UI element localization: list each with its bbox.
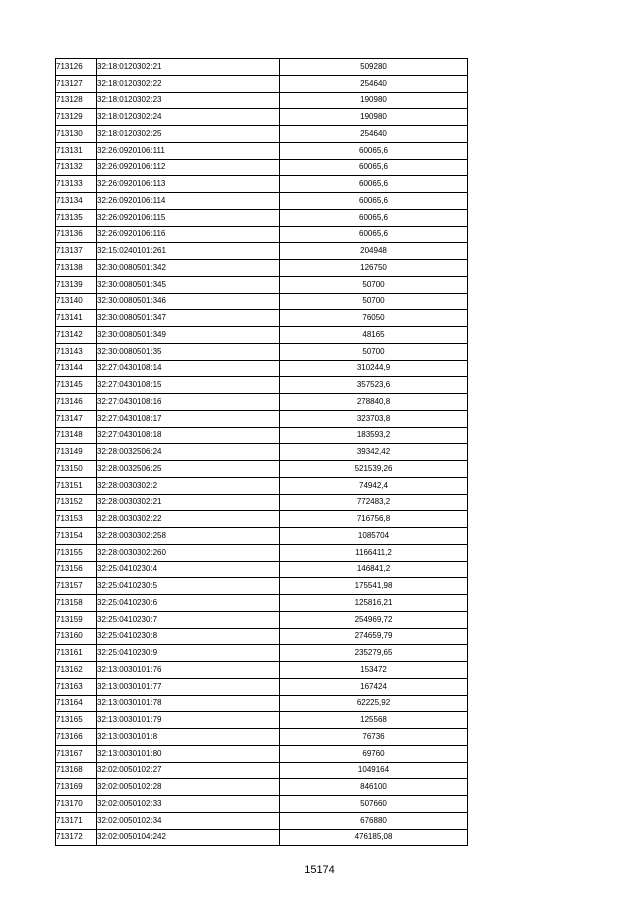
table-row	[56, 779, 468, 796]
row-id-cell: 713134	[56, 193, 97, 210]
cadastral-value-cell: 39342,42	[280, 444, 468, 461]
row-id-cell: 713150	[56, 461, 97, 478]
cadastral-value-cell: 254640	[280, 126, 468, 143]
cadastral-number-cell: 32:27:0430108:17	[97, 410, 280, 427]
row-id-cell: 713126	[56, 59, 97, 76]
cadastral-number-cell: 32:13:0030101:79	[97, 712, 280, 729]
cadastral-value-cell: 716756,8	[280, 511, 468, 528]
table-row	[56, 762, 468, 779]
page-number: 15174	[304, 864, 335, 876]
table-row	[56, 109, 468, 126]
cadastral-number-cell: 32:02:0050102:27	[97, 762, 280, 779]
row-id-cell: 713168	[56, 762, 97, 779]
table-row	[56, 729, 468, 746]
table-row	[56, 377, 468, 394]
cadastral-value-cell: 476185,08	[280, 829, 468, 846]
table-row	[56, 394, 468, 411]
cadastral-value-cell: 60065,6	[280, 226, 468, 243]
row-id-cell: 713158	[56, 595, 97, 612]
row-id-cell: 713170	[56, 796, 97, 813]
row-id-cell: 713145	[56, 377, 97, 394]
table-row	[56, 410, 468, 427]
table-row	[56, 276, 468, 293]
cadastral-value-cell: 274659,79	[280, 628, 468, 645]
cadastral-number-cell: 32:30:0080501:349	[97, 327, 280, 344]
cadastral-value-cell: 204948	[280, 243, 468, 260]
cadastral-number-cell: 32:30:0080501:345	[97, 276, 280, 293]
table-row	[56, 796, 468, 813]
cadastral-number-cell: 32:28:0032506:25	[97, 461, 280, 478]
row-id-cell: 713133	[56, 176, 97, 193]
cadastral-value-cell: 60065,6	[280, 142, 468, 159]
row-id-cell: 713163	[56, 678, 97, 695]
cadastral-number-cell: 32:28:0030302:22	[97, 511, 280, 528]
cadastral-number-cell: 32:02:0050102:28	[97, 779, 280, 796]
table-row	[56, 142, 468, 159]
table-row	[56, 159, 468, 176]
cadastral-number-cell: 32:02:0050102:34	[97, 812, 280, 829]
cadastral-value-cell: 676880	[280, 812, 468, 829]
cadastral-value-table	[55, 58, 468, 846]
row-id-cell: 713128	[56, 92, 97, 109]
table-row	[56, 544, 468, 561]
cadastral-value-cell: 60065,6	[280, 209, 468, 226]
cadastral-value-cell: 235279,65	[280, 645, 468, 662]
row-id-cell: 713152	[56, 494, 97, 511]
cadastral-value-cell: 183593,2	[280, 427, 468, 444]
cadastral-value-cell: 357523,6	[280, 377, 468, 394]
table-row	[56, 528, 468, 545]
cadastral-number-cell: 32:28:0030302:258	[97, 528, 280, 545]
cadastral-value-cell: 846100	[280, 779, 468, 796]
cadastral-number-cell: 32:18:0120302:25	[97, 126, 280, 143]
row-id-cell: 713143	[56, 343, 97, 360]
cadastral-number-cell: 32:28:0030302:21	[97, 494, 280, 511]
row-id-cell: 713127	[56, 75, 97, 92]
row-id-cell: 713161	[56, 645, 97, 662]
table-row	[56, 75, 468, 92]
cadastral-value-cell: 146841,2	[280, 561, 468, 578]
row-id-cell: 713155	[56, 544, 97, 561]
row-id-cell: 713144	[56, 360, 97, 377]
cadastral-number-cell: 32:02:0050104:242	[97, 829, 280, 846]
table-row	[56, 812, 468, 829]
table-row	[56, 461, 468, 478]
row-id-cell: 713159	[56, 611, 97, 628]
cadastral-value-cell: 60065,6	[280, 193, 468, 210]
cadastral-value-cell: 175541,98	[280, 578, 468, 595]
cadastral-value-cell: 310244,9	[280, 360, 468, 377]
row-id-cell: 713162	[56, 662, 97, 679]
table-row	[56, 59, 468, 76]
cadastral-value-cell: 60065,6	[280, 176, 468, 193]
cadastral-value-cell: 62225,92	[280, 695, 468, 712]
table-row	[56, 427, 468, 444]
table-row	[56, 327, 468, 344]
cadastral-number-cell: 32:27:0430108:16	[97, 394, 280, 411]
cadastral-value-cell: 74942,4	[280, 477, 468, 494]
table-row	[56, 829, 468, 846]
cadastral-number-cell: 32:26:0920106:112	[97, 159, 280, 176]
cadastral-number-cell: 32:26:0920106:113	[97, 176, 280, 193]
cadastral-value-cell: 125816,21	[280, 595, 468, 612]
table-row	[56, 645, 468, 662]
cadastral-number-cell: 32:13:0030101:78	[97, 695, 280, 712]
table-row	[56, 611, 468, 628]
cadastral-value-cell: 126750	[280, 260, 468, 277]
cadastral-number-cell: 32:13:0030101:77	[97, 678, 280, 695]
cadastral-number-cell: 32:18:0120302:24	[97, 109, 280, 126]
row-id-cell: 713136	[56, 226, 97, 243]
row-id-cell: 713148	[56, 427, 97, 444]
row-id-cell: 713140	[56, 293, 97, 310]
row-id-cell: 713141	[56, 310, 97, 327]
cadastral-value-cell: 167424	[280, 678, 468, 695]
cadastral-number-cell: 32:25:0410230:9	[97, 645, 280, 662]
cadastral-number-cell: 32:27:0430108:18	[97, 427, 280, 444]
table-row	[56, 628, 468, 645]
cadastral-number-cell: 32:15:0240101:261	[97, 243, 280, 260]
row-id-cell: 713139	[56, 276, 97, 293]
cadastral-value-cell: 772483,2	[280, 494, 468, 511]
cadastral-number-cell: 32:30:0080501:342	[97, 260, 280, 277]
cadastral-number-cell: 32:13:0030101:8	[97, 729, 280, 746]
cadastral-number-cell: 32:28:0032506:24	[97, 444, 280, 461]
cadastral-value-cell: 1166411,2	[280, 544, 468, 561]
table-row	[56, 92, 468, 109]
cadastral-value-cell: 60065,6	[280, 159, 468, 176]
row-id-cell: 713153	[56, 511, 97, 528]
cadastral-number-cell: 32:13:0030101:80	[97, 745, 280, 762]
cadastral-number-cell: 32:02:0050102:33	[97, 796, 280, 813]
cadastral-value-cell: 278840,8	[280, 394, 468, 411]
cadastral-value-cell: 1085704	[280, 528, 468, 545]
cadastral-number-cell: 32:25:0410230:8	[97, 628, 280, 645]
cadastral-number-cell: 32:25:0410230:4	[97, 561, 280, 578]
row-id-cell: 713157	[56, 578, 97, 595]
cadastral-number-cell: 32:13:0030101:76	[97, 662, 280, 679]
table-row	[56, 745, 468, 762]
row-id-cell: 713165	[56, 712, 97, 729]
table-row	[56, 444, 468, 461]
table-row	[56, 193, 468, 210]
cadastral-number-cell: 32:28:0030302:2	[97, 477, 280, 494]
cadastral-value-cell: 76736	[280, 729, 468, 746]
row-id-cell: 713171	[56, 812, 97, 829]
cadastral-value-cell: 50700	[280, 276, 468, 293]
row-id-cell: 713146	[56, 394, 97, 411]
cadastral-value-cell: 1049164	[280, 762, 468, 779]
table-body	[56, 59, 468, 846]
cadastral-value-cell: 69760	[280, 745, 468, 762]
cadastral-number-cell: 32:18:0120302:23	[97, 92, 280, 109]
cadastral-value-cell: 153472	[280, 662, 468, 679]
cadastral-value-cell: 254969,72	[280, 611, 468, 628]
row-id-cell: 713147	[56, 410, 97, 427]
row-id-cell: 713166	[56, 729, 97, 746]
cadastral-number-cell: 32:26:0920106:111	[97, 142, 280, 159]
cadastral-value-cell: 50700	[280, 343, 468, 360]
cadastral-value-cell: 48165	[280, 327, 468, 344]
table-row	[56, 712, 468, 729]
row-id-cell: 713164	[56, 695, 97, 712]
cadastral-number-cell: 32:30:0080501:346	[97, 293, 280, 310]
cadastral-number-cell: 32:18:0120302:21	[97, 59, 280, 76]
cadastral-value-cell: 190980	[280, 92, 468, 109]
cadastral-number-cell: 32:27:0430108:15	[97, 377, 280, 394]
cadastral-value-cell: 323703,8	[280, 410, 468, 427]
row-id-cell: 713135	[56, 209, 97, 226]
cadastral-value-cell: 50700	[280, 293, 468, 310]
row-id-cell: 713130	[56, 126, 97, 143]
table-row	[56, 578, 468, 595]
cadastral-number-cell: 32:25:0410230:7	[97, 611, 280, 628]
table-row	[56, 561, 468, 578]
cadastral-value-cell: 190980	[280, 109, 468, 126]
cadastral-number-cell: 32:25:0410230:6	[97, 595, 280, 612]
row-id-cell: 713167	[56, 745, 97, 762]
table-row	[56, 662, 468, 679]
row-id-cell: 713142	[56, 327, 97, 344]
table-row	[56, 494, 468, 511]
table-row	[56, 176, 468, 193]
cadastral-value-cell: 507660	[280, 796, 468, 813]
cadastral-number-cell: 32:28:0030302:260	[97, 544, 280, 561]
cadastral-number-cell: 32:30:0080501:35	[97, 343, 280, 360]
table-row	[56, 243, 468, 260]
row-id-cell: 713151	[56, 477, 97, 494]
row-id-cell: 713172	[56, 829, 97, 846]
cadastral-number-cell: 32:18:0120302:22	[97, 75, 280, 92]
table-row	[56, 477, 468, 494]
row-id-cell: 713154	[56, 528, 97, 545]
row-id-cell: 713132	[56, 159, 97, 176]
table-row	[56, 678, 468, 695]
cadastral-value-cell: 521539,26	[280, 461, 468, 478]
table-row	[56, 293, 468, 310]
row-id-cell: 713160	[56, 628, 97, 645]
table-row	[56, 126, 468, 143]
cadastral-value-cell: 254640	[280, 75, 468, 92]
row-id-cell: 713156	[56, 561, 97, 578]
table-row	[56, 695, 468, 712]
table-row	[56, 595, 468, 612]
cadastral-number-cell: 32:26:0920106:115	[97, 209, 280, 226]
table-row	[56, 209, 468, 226]
table-row	[56, 511, 468, 528]
cadastral-value-cell: 509280	[280, 59, 468, 76]
table-row	[56, 260, 468, 277]
table-row	[56, 343, 468, 360]
row-id-cell: 713169	[56, 779, 97, 796]
row-id-cell: 713131	[56, 142, 97, 159]
row-id-cell: 713149	[56, 444, 97, 461]
row-id-cell: 713138	[56, 260, 97, 277]
table-row	[56, 360, 468, 377]
cadastral-value-cell: 76050	[280, 310, 468, 327]
cadastral-number-cell: 32:30:0080501:347	[97, 310, 280, 327]
row-id-cell: 713137	[56, 243, 97, 260]
table-row	[56, 226, 468, 243]
cadastral-number-cell: 32:27:0430108:14	[97, 360, 280, 377]
cadastral-number-cell: 32:26:0920106:116	[97, 226, 280, 243]
cadastral-number-cell: 32:26:0920106:114	[97, 193, 280, 210]
cadastral-number-cell: 32:25:0410230:5	[97, 578, 280, 595]
table-row	[56, 310, 468, 327]
cadastral-value-cell: 125568	[280, 712, 468, 729]
row-id-cell: 713129	[56, 109, 97, 126]
